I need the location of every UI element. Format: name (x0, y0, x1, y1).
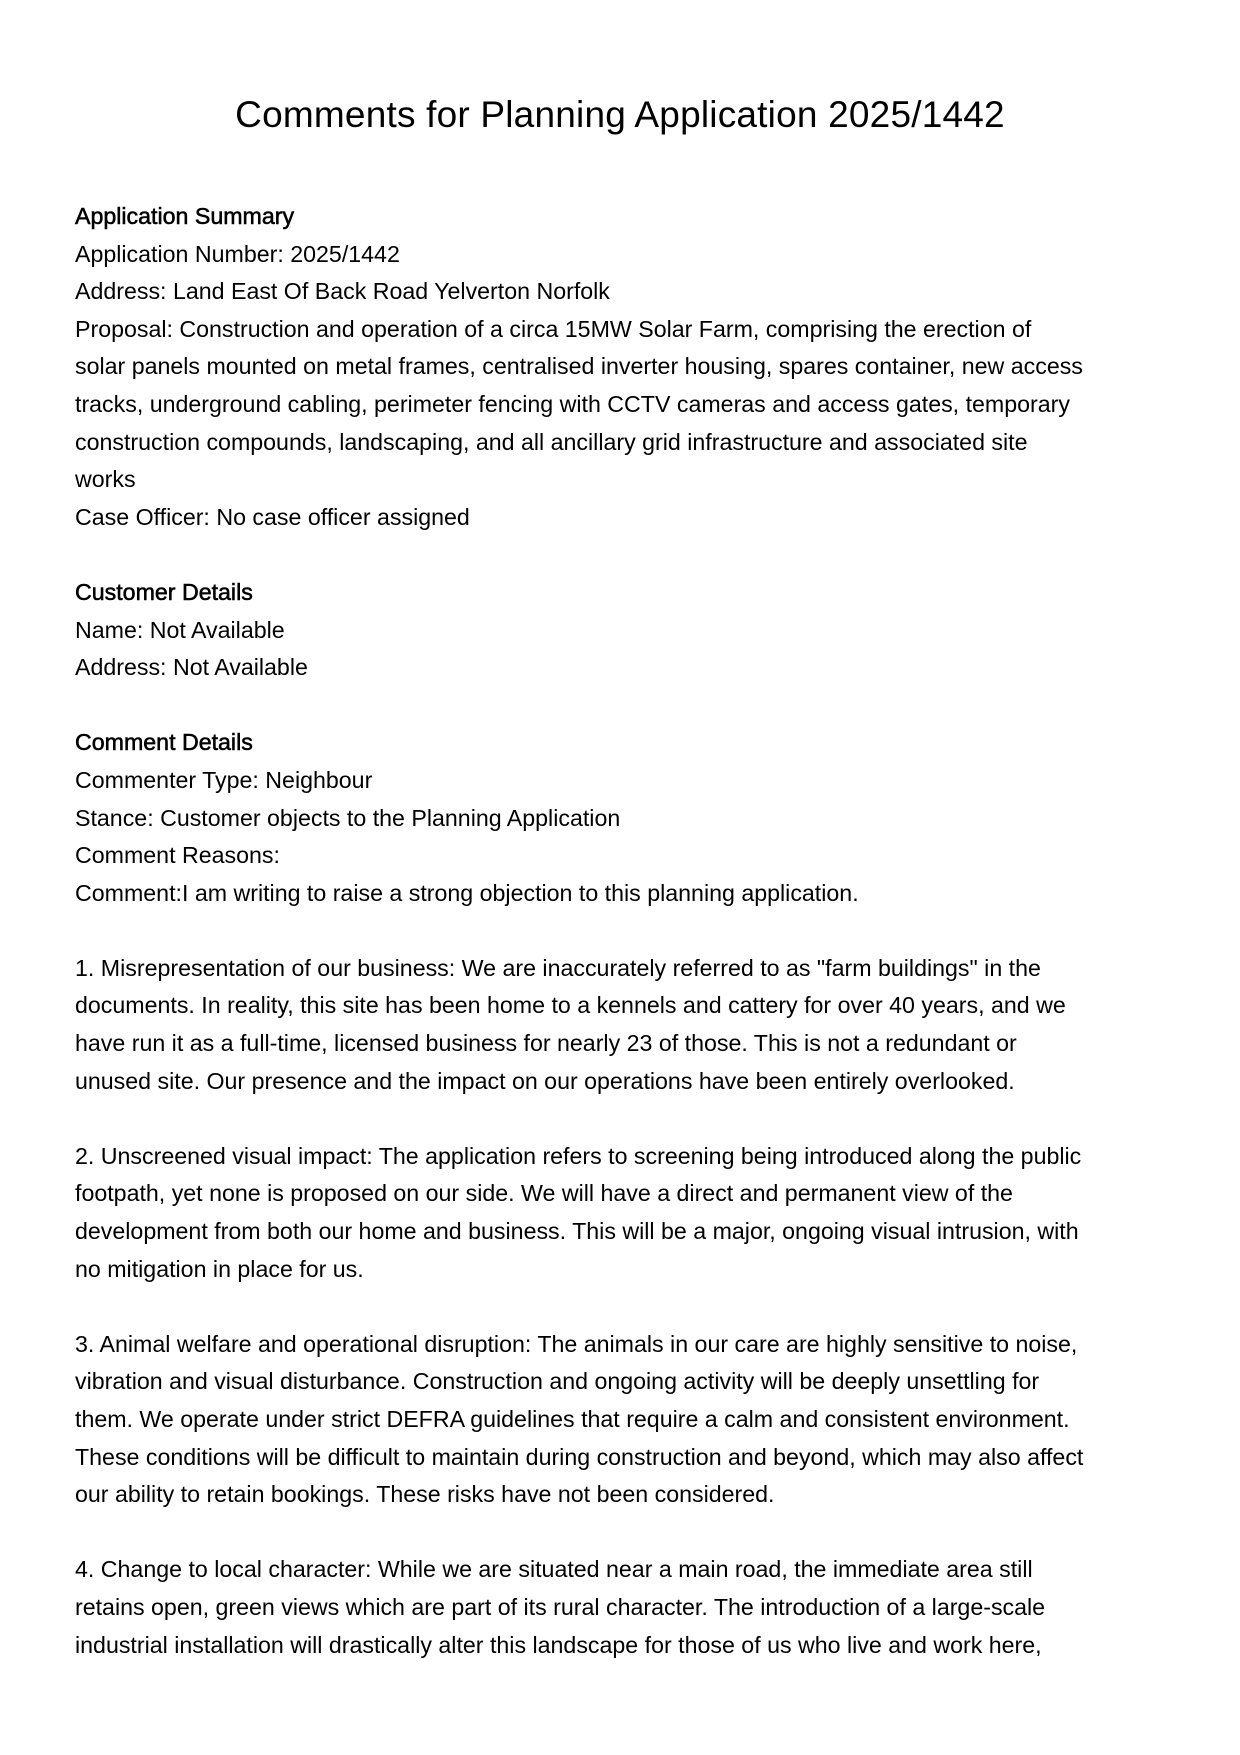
proposal-line: works (75, 466, 136, 493)
stance: Stance: Customer objects to the Planning Application (75, 804, 621, 831)
objection-line: These conditions will be difficult to maintain during construction and beyond, which may also affect (75, 1443, 1084, 1470)
spacer (75, 536, 1175, 574)
proposal-line: solar panels mounted on metal frames, centralised inverter housing, spares container, new access (75, 353, 1083, 380)
comment-details-section (75, 724, 1175, 912)
objection-line: vibration and visual disturbance. Construction and ongoing activity will be deeply unsettling for (75, 1368, 1040, 1395)
objection-line: 4. Change to local character: While we are situated near a main road, the immediate area still (75, 1556, 1033, 1583)
commenter-type: Commenter Type: Neighbour (75, 766, 373, 793)
objection-line: development from both our home and business. This will be a major, ongoing visual intrusion, with (75, 1218, 1079, 1245)
spacer (75, 687, 1175, 725)
spacer (75, 1288, 1175, 1326)
application-summary-heading: Application Summary (75, 203, 295, 229)
objection-line: 1. Misrepresentation of our business: We are inaccurately referred to as "farm buildings" in the (75, 954, 1041, 981)
customer-details-heading: Customer Details (75, 578, 253, 605)
objection-line: 3. Animal welfare and operational disruption: The animals in our care are highly sensitive to noise, (75, 1330, 1078, 1357)
comment-reasons: Comment Reasons: (75, 842, 280, 869)
customer-address: Address: Not Available (75, 654, 308, 681)
spacer (75, 1100, 1175, 1138)
objection-line: industrial installation will drastically alter this landscape for those of us who live and work here, (75, 1631, 1042, 1658)
spacer (75, 912, 1175, 950)
spacer (75, 1514, 1175, 1552)
customer-name: Name: Not Available (75, 616, 285, 643)
comment-intro: Comment:I am writing to raise a strong objection to this planning application. (75, 879, 859, 906)
objection-point-1 (75, 950, 1175, 1100)
objection-line: 2. Unscreened visual impact: The application refers to screening being introduced along the public (75, 1142, 1082, 1169)
application-number: Application Number: 2025/1442 (75, 240, 400, 267)
page-title: Comments for Planning Application 2025/1442 (235, 94, 1005, 135)
proposal-line: construction compounds, landscaping, and all ancillary grid infrastructure and associated site (75, 428, 1028, 455)
objection-line: have run it as a full-time, licensed business for nearly 23 of those. This is not a redundant or (75, 1030, 1017, 1057)
case-officer: Case Officer: No case officer assigned (75, 503, 470, 530)
objection-point-3 (75, 1326, 1175, 1514)
objection-point-4 (75, 1551, 1175, 1664)
proposal-line: Proposal: Construction and operation of a circa 15MW Solar Farm, comprising the erection of (75, 315, 1032, 342)
objection-line: documents. In reality, this site has been home to a kennels and cattery for over 40 years, and we (75, 992, 1066, 1019)
objection-line: no mitigation in place for us. (75, 1255, 364, 1282)
objection-point-2 (75, 1138, 1175, 1288)
application-summary-section (75, 198, 1175, 536)
proposal-line: tracks, underground cabling, perimeter fencing with CCTV cameras and access gates, temporary (75, 390, 1070, 417)
objection-line: footpath, yet none is proposed on our side. We will have a direct and permanent view of the (75, 1180, 1013, 1207)
customer-details-section (75, 574, 1175, 687)
objection-line: them. We operate under strict DEFRA guidelines that require a calm and consistent environment. (75, 1406, 1070, 1432)
comment-details-heading: Comment Details (75, 729, 253, 756)
objection-line: unused site. Our presence and the impact on our operations have been entirely overlooked. (75, 1067, 1015, 1094)
document-body (75, 198, 1175, 1664)
objection-line: our ability to retain bookings. These risks have not been considered. (75, 1481, 775, 1508)
application-address: Address: Land East Of Back Road Yelverton Norfolk (75, 278, 610, 305)
objection-line: retains open, green views which are part of its rural character. The introduction of a large-scale (75, 1593, 1046, 1620)
